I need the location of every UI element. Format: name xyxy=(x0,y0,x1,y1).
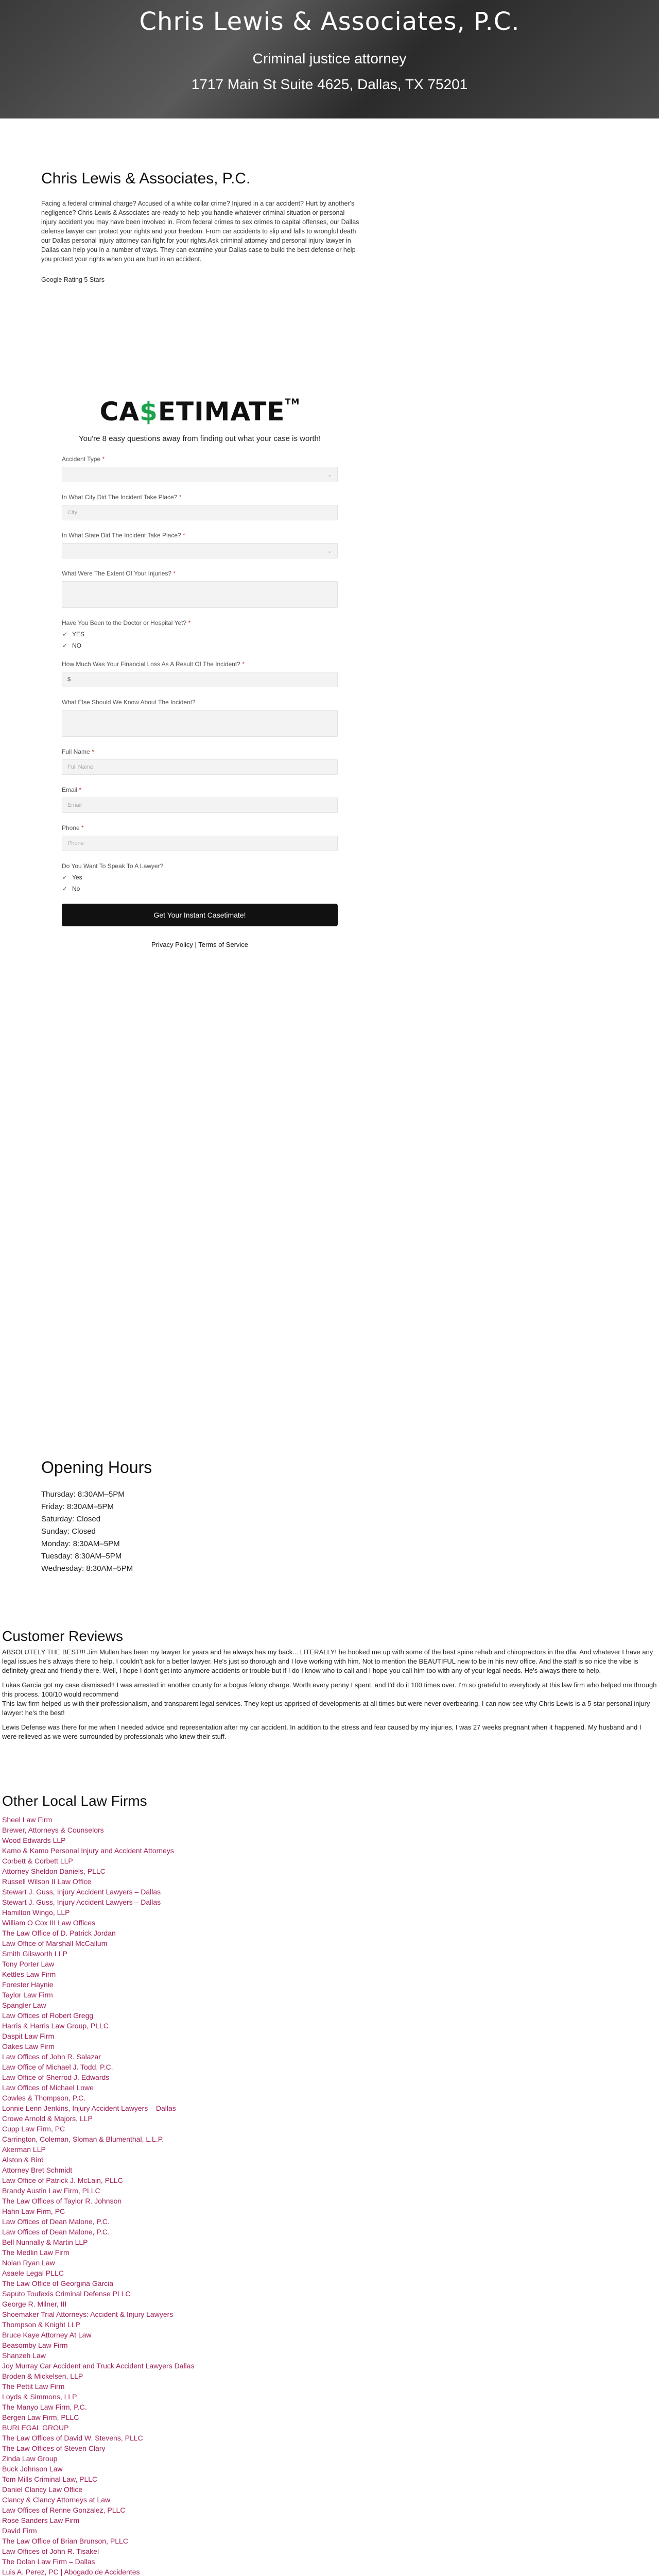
know-textarea[interactable] xyxy=(62,710,338,737)
hero-subtitle: Criminal justice attorney xyxy=(252,50,407,66)
loss-label: How Much Was Your Financial Loss As A Result Of The Incident? * xyxy=(62,660,245,668)
casetimate-form xyxy=(62,397,338,948)
chevron-down-icon: ⌄ xyxy=(327,471,332,478)
firm-link[interactable]: The Law Office of D. Patrick Jordan xyxy=(2,1929,116,1937)
firm-link[interactable]: Corbett & Corbett LLP xyxy=(2,1857,73,1865)
hours-row: Sunday: Closed xyxy=(41,1527,96,1536)
hero-banner xyxy=(0,0,659,118)
firm-link[interactable]: Shoemaker Trial Attorneys: Accident & Injury Lawyers xyxy=(2,2310,174,2318)
email-input[interactable]: Email xyxy=(62,798,338,813)
opening-hours xyxy=(41,1458,350,1575)
logo-tm: TM xyxy=(285,397,300,406)
firm-link[interactable]: Saputo Toufexis Criminal Defense PLLC xyxy=(2,2290,131,2298)
reviews-heading: Customer Reviews xyxy=(2,1628,123,1644)
accident-type-label: Accident Type * xyxy=(62,455,105,463)
hours-row: Friday: 8:30AM–5PM xyxy=(41,1502,114,1511)
firm-link[interactable]: Law Offices of Dean Malone, P.C. xyxy=(2,2217,110,2226)
firm-link[interactable]: Law Offices of Dean Malone, P.C. xyxy=(2,2228,110,2236)
firm-link[interactable]: Thompson & Knight LLP xyxy=(2,2320,80,2329)
city-input[interactable]: City xyxy=(62,505,338,520)
phone-label: Phone * xyxy=(62,824,84,832)
firm-link[interactable]: The Manyo Law Firm, P.C. xyxy=(2,2403,87,2411)
review-text: ABSOLUTELY THE BEST!!! Jim Mullen has been my lawyer for years and he always has my back... LITERALLY! he hooked me up with some of the best spine rehab and chiropractors in the dfw. And whatever I have any legal issues he's always there to help. I couldn't ask for a better lawyer. He's just so thorough and I love working with him. Not to mention the BEAUTIFUL new to be in his new office. And the staff is so nice the vibe is definitely great and friendly there. Well, I hope I don't get into anymore accidents or trouble but if I do I know who to call and I hope you call him too with any of your legal needs. He's always there to help. xyxy=(2,1648,653,1674)
firm-link[interactable]: Russell Wilson II Law Office xyxy=(2,1877,92,1886)
review-text: Lukas Garcia got my case dismissed!! I was arrested in another county for a bogus felony charge. Worth every penny I spent, and I'd do it 100 times over. I'm so grateful to everybody at this law firm who helped me through this process. 100/10 would recommend This law firm helped us with their professionalism, and transparent legal services. They kept us apprised of developments at all times but were never overbearing. I can now see why Chris Lewis is a 5-star personal injury lawyer: he's the best! xyxy=(2,1681,657,1717)
firm-link[interactable]: Bell Nunnally & Martin LLP xyxy=(2,2238,88,2246)
submit-button[interactable]: Get Your Instant Casetimate! xyxy=(62,904,338,926)
firm-link[interactable]: The Law Offices of Steven Clary xyxy=(2,2444,106,2452)
firm-link[interactable]: Brewer, Attorneys & Counselors xyxy=(2,1826,104,1834)
hours-row: Monday: 8:30AM–5PM xyxy=(41,1539,120,1548)
firm-link[interactable]: David Firm xyxy=(2,2527,37,2535)
firm-link[interactable]: Smith Gilsworth LLP xyxy=(2,1950,67,1958)
firm-link[interactable]: Clancy & Clancy Attorneys at Law xyxy=(2,2496,111,2504)
doctor-yes-radio[interactable]: ✓ YES xyxy=(62,631,85,638)
radio-check-icon: ✓ xyxy=(62,642,68,649)
firm-link[interactable]: Alston & Bird xyxy=(2,2156,44,2164)
firm-link[interactable]: Law Offices of John R. Tisakel xyxy=(2,2547,99,2555)
firm-link[interactable]: Joy Murray Car Accident and Truck Accident Lawyers Dallas xyxy=(2,2362,195,2370)
firm-link[interactable]: The Law Offices of Taylor R. Johnson xyxy=(2,2197,122,2205)
state-select[interactable] xyxy=(62,543,338,558)
firm-link[interactable]: William O Cox III Law Offices xyxy=(2,1919,96,1927)
firm-link[interactable]: Zinda Law Group xyxy=(2,2454,58,2463)
firm-link[interactable]: George R. Milner, III xyxy=(2,2300,67,2308)
hours-row: Tuesday: 8:30AM–5PM xyxy=(41,1552,122,1561)
radio-check-icon: ✓ xyxy=(62,874,68,881)
firm-link[interactable]: Buck Johnson Law xyxy=(2,2465,63,2473)
accident-type-select[interactable] xyxy=(62,467,338,482)
loss-input[interactable]: $ xyxy=(62,672,338,687)
phone-input[interactable]: Phone xyxy=(62,836,338,851)
name-input[interactable]: Full Name xyxy=(62,759,338,775)
firm-link[interactable]: Wood Edwards LLP xyxy=(2,1836,66,1844)
firm-link[interactable]: Law Office of Michael J. Todd, P.C. xyxy=(2,2063,113,2071)
lawyer-no-radio[interactable]: ✓ No xyxy=(62,885,80,892)
name-label: Full Name * xyxy=(62,748,94,755)
firm-link[interactable]: Law Office of Sherrod J. Edwards xyxy=(2,2073,110,2081)
firm-link[interactable]: Akerman LLP xyxy=(2,2145,46,2154)
customer-reviews xyxy=(0,1628,659,1747)
other-law-firms xyxy=(0,1793,659,2576)
know-label: What Else Should We Know About The Incident? xyxy=(62,699,196,706)
firm-link[interactable]: The Law Office of Georgina Garcia xyxy=(2,2279,114,2287)
firm-link[interactable]: The Law Office of Brian Brunson, PLLC xyxy=(2,2537,128,2545)
intro-section xyxy=(41,170,360,284)
firm-link[interactable]: Law Office of Patrick J. McLain, PLLC xyxy=(2,2176,123,2184)
radio-check-icon: ✓ xyxy=(62,885,68,892)
review-text: Lewis Defense was there for me when I needed advice and representation after my car accident. In addition to the stress and fear caused by my injuries, I was 27 weeks pregnant when it happened. My husband and I were relieved as we were surrounded by professionals who knew their stuff. xyxy=(2,1723,641,1740)
state-label: In What State Did The Incident Take Place? * xyxy=(62,532,185,539)
form-intro: You're 8 easy questions away from finding out what your case is worth! xyxy=(78,434,321,443)
lawyer-label: Do You Want To Speak To A Lawyer? xyxy=(62,862,164,870)
firm-link[interactable]: Loyds & Simmons, LLP xyxy=(2,2393,77,2401)
firm-link[interactable]: Crowe Arnold & Majors, LLP xyxy=(2,2114,93,2123)
lawyer-yes-radio[interactable]: ✓ Yes xyxy=(62,874,82,881)
hours-row: Thursday: 8:30AM–5PM xyxy=(41,1490,125,1499)
firm-link[interactable]: Law Offices of Renne Gonzalez, PLLC xyxy=(2,2506,126,2514)
firm-link[interactable]: Hahn Law Firm, PC xyxy=(2,2207,65,2215)
injuries-label: What Were The Extent Of Your Injuries? * xyxy=(62,570,176,577)
doctor-label: Have You Been to the Doctor or Hospital Yet? * xyxy=(62,619,191,626)
firms-heading: Other Local Law Firms xyxy=(2,1793,147,1809)
firm-link[interactable]: Tom Mills Criminal Law, PLLC xyxy=(2,2475,98,2483)
firm-link[interactable]: Rose Sanders Law Firm xyxy=(2,2516,80,2524)
email-label: Email * xyxy=(62,786,82,793)
intro-body: Facing a federal criminal charge? Accused of a white collar crime? Injured in a car accident? Hurt by another's negligence? Chris Lewis & Associates are ready to help you handle whatever criminal situation or personal injury accident you may have been involved in. From federal crimes to sex crimes to capital offenses, our Dallas defense lawyer can protect your rights and your freedom. From car accidents to slip and falls to wrongful death our Dallas personal injury attorney can fight for your rights.Ask criminal attorney and personal injury lawyer in Dallas can help you in a number of ways. They can examine your Dallas case to build the best defense or help you protect your rights when you are hurt in an accident. xyxy=(41,200,359,263)
google-rating: Google Rating 5 Stars xyxy=(41,276,105,283)
policy-links[interactable]: Privacy Policy | Terms of Service xyxy=(151,941,249,948)
firm-link[interactable]: Bergen Law Firm, PLLC xyxy=(2,2413,79,2421)
firm-link[interactable]: Stewart J. Guss, Injury Accident Lawyers – Dallas xyxy=(2,1898,161,1906)
firm-link[interactable]: Law Offices of Robert Gregg xyxy=(2,2011,94,2020)
firm-link[interactable]: Oakes Law Firm xyxy=(2,2042,55,2050)
firm-link[interactable]: Law Offices of John R. Salazar xyxy=(2,2053,101,2061)
firm-link[interactable]: Attorney Sheldon Daniels, PLLC xyxy=(2,1867,106,1875)
firm-link[interactable]: Tony Porter Law xyxy=(2,1960,55,1968)
firm-link[interactable]: The Medlin Law Firm xyxy=(2,2248,70,2257)
hero-address: 1717 Main St Suite 4625, Dallas, TX 75201 xyxy=(191,76,468,92)
firm-link[interactable]: The Pettit Law Firm xyxy=(2,2382,65,2391)
hours-row: Saturday: Closed xyxy=(41,1515,101,1523)
firm-link[interactable]: Taylor Law Firm xyxy=(2,1991,53,1999)
intro-heading: Chris Lewis & Associates, P.C. xyxy=(41,170,251,187)
firm-link[interactable]: Kettles Law Firm xyxy=(2,1970,56,1978)
firm-link[interactable]: The Law Offices of David W. Stevens, PLLC xyxy=(2,2434,143,2442)
firm-link[interactable]: Brandy Austin Law Firm, PLLC xyxy=(2,2187,100,2195)
firm-list xyxy=(2,1815,657,2576)
firm-link[interactable]: Cowles & Thompson, P.C. xyxy=(2,2094,86,2102)
logo-dollar: $ xyxy=(140,397,158,427)
firm-link[interactable]: Law Offices of Michael Lowe xyxy=(2,2083,94,2092)
firm-link[interactable]: Sheel Law Firm xyxy=(2,1816,53,1824)
chevron-down-icon: ⌄ xyxy=(327,548,332,554)
firm-link[interactable]: Lonnie Lenn Jenkins, Injury Accident Lawyers – Dallas xyxy=(2,2104,176,2112)
hero-title: Chris Lewis & Associates, P.C. xyxy=(139,7,520,36)
firm-link[interactable]: Spangler Law xyxy=(2,2001,46,2009)
firm-link[interactable]: Luis A. Perez, PC | Abogado de Accidentes xyxy=(2,2568,140,2576)
logo-text-right: ETIMATE xyxy=(158,397,285,427)
firm-link[interactable]: Daspit Law Firm xyxy=(2,2032,55,2040)
firm-link[interactable]: Attorney Bret Schmidt xyxy=(2,2166,73,2174)
hours-heading: Opening Hours xyxy=(41,1458,152,1477)
firm-link[interactable]: Broden & Mickelsen, LLP xyxy=(2,2372,83,2380)
firm-link[interactable]: BURLEGAL GROUP xyxy=(2,2424,69,2432)
doctor-no-radio[interactable]: ✓ NO xyxy=(62,642,81,649)
firm-link[interactable]: Nolan Ryan Law xyxy=(2,2259,55,2267)
firm-link[interactable]: The Dolan Law Firm – Dallas xyxy=(2,2557,95,2566)
logo-text-left: CA xyxy=(99,397,140,427)
firm-link[interactable]: Forester Haynie xyxy=(2,1980,54,1989)
firm-link[interactable]: Kamo & Kamo Personal Injury and Accident Attorneys xyxy=(2,1846,174,1855)
firm-link[interactable]: Daniel Clancy Law Office xyxy=(2,2485,83,2494)
radio-check-icon: ✓ xyxy=(62,631,68,638)
firm-link[interactable]: Beasomby Law Firm xyxy=(2,2341,68,2349)
firm-link[interactable]: Asaele Legal PLLC xyxy=(2,2269,64,2277)
firm-link[interactable]: Stewart J. Guss, Injury Accident Lawyers – Dallas xyxy=(2,1888,161,1896)
firm-link[interactable]: Harris & Harris Law Group, PLLC xyxy=(2,2022,109,2030)
injuries-textarea[interactable] xyxy=(62,581,338,608)
firm-link[interactable]: Law Office of Marshall McCallum xyxy=(2,1939,108,1947)
firm-link[interactable]: Bruce Kaye Attorney At Law xyxy=(2,2331,92,2339)
hours-row: Wednesday: 8:30AM–5PM xyxy=(41,1564,133,1573)
casetimate-logo xyxy=(62,397,338,427)
firm-link[interactable]: Carrington, Coleman, Sloman & Blumenthal, L.L.P. xyxy=(2,2135,164,2143)
firm-link[interactable]: Hamilton Wingo, LLP xyxy=(2,1908,70,1917)
city-label: In What City Did The Incident Take Place? * xyxy=(62,494,182,501)
firm-link[interactable]: Cupp Law Firm, PC xyxy=(2,2125,65,2133)
firm-link[interactable]: Shanzeh Law xyxy=(2,2351,46,2360)
